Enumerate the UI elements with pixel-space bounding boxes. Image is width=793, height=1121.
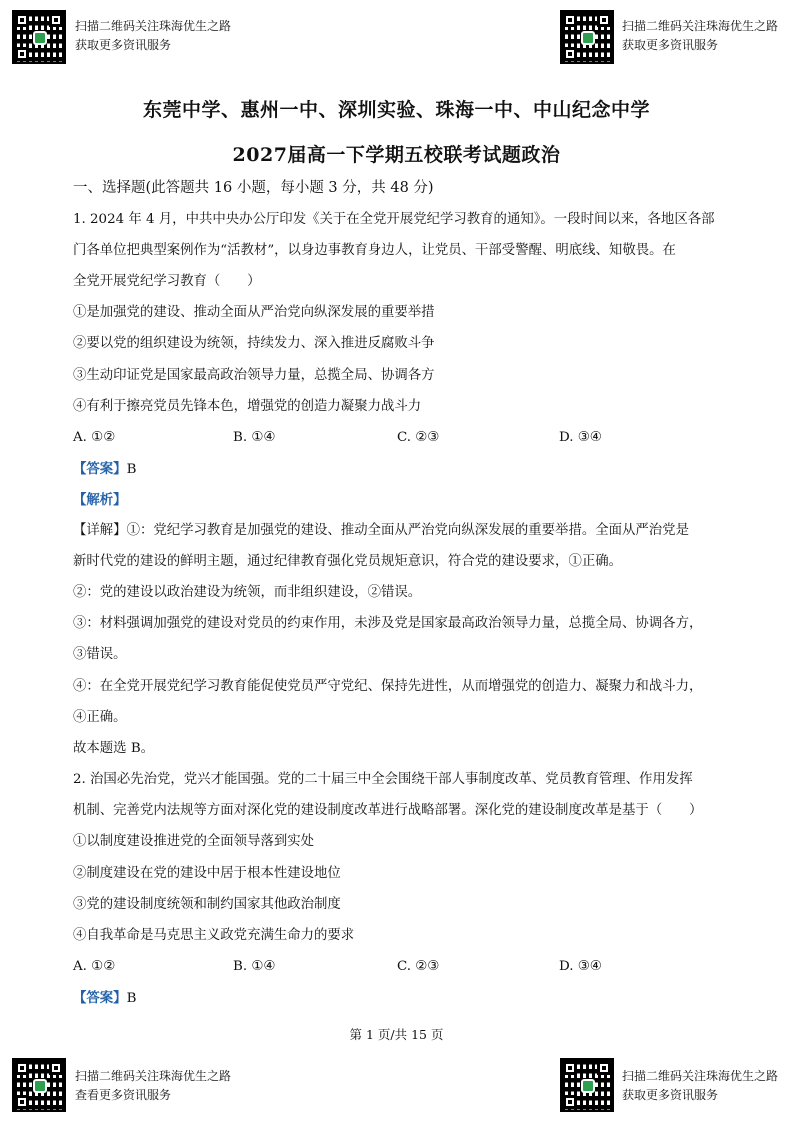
q2-answer bbox=[73, 988, 136, 1009]
qr-logo-icon bbox=[33, 1079, 47, 1093]
qr-finder-pattern bbox=[563, 47, 577, 61]
header-right-line1: 扫描二维码关注珠海优生之路 bbox=[622, 19, 779, 33]
q1-detail-line3: ②：党的建设以政治建设为统领，而非组织建设，②错误。 bbox=[73, 585, 422, 600]
footer-left-line1: 扫描二维码关注珠海优生之路 bbox=[75, 1069, 232, 1083]
qr-code-bottom-right bbox=[560, 1058, 614, 1112]
q1-option-a: A. ①② bbox=[73, 430, 116, 445]
detail-tag: 【详解】 bbox=[73, 523, 127, 538]
q1-statement-1: ①是加强党的建设、推动全面从严治党向纵深发展的重要举措 bbox=[73, 305, 435, 320]
q2-statement-4: ④自我革命是马克思主义政党充满生命力的要求 bbox=[73, 928, 355, 943]
qr-logo-icon bbox=[581, 31, 595, 45]
analysis-tag: 【解析】 bbox=[73, 492, 127, 508]
header-left-caption bbox=[75, 17, 231, 55]
q2-stem-line1: 2. 治国必先治党，党兴才能国强。党的二十届三中全会围绕干部人事制度改革、党员教育管理、作用发挥 bbox=[73, 772, 693, 787]
q1-detail-line2: 新时代党的建设的鲜明主题，通过纪律教育强化党员规矩意识，符合党的建设要求，①正确。 bbox=[73, 554, 623, 569]
q1-detail-line7: ④正确。 bbox=[73, 710, 127, 725]
q1-detail-line4: ③：材料强调加强党的建设对党员的约束作用，未涉及党是国家最高政治领导力量，总揽全局、协调各方， bbox=[73, 616, 703, 631]
q2-statement-3: ③党的建设制度统领和制约国家其他政治制度 bbox=[73, 897, 341, 912]
q1-answer bbox=[73, 459, 136, 480]
qr-finder-pattern bbox=[49, 13, 63, 27]
q2-statement-2: ②制度建设在党的建设中居于根本性建设地位 bbox=[73, 866, 341, 881]
answer-tag: 【答案】 bbox=[73, 461, 127, 477]
q1-option-c: C. ②③ bbox=[397, 430, 440, 445]
answer-tag: 【答案】 bbox=[73, 990, 127, 1006]
q1-detail-line1 bbox=[73, 521, 689, 541]
q2-option-d: D. ③④ bbox=[559, 959, 602, 974]
qr-finder-pattern bbox=[597, 1061, 611, 1075]
q1-stem-line3: 全党开展党纪学习教育（ ） bbox=[73, 274, 261, 289]
footer-left-line2: 查看更多资讯服务 bbox=[75, 1088, 172, 1102]
qr-finder-pattern bbox=[597, 13, 611, 27]
qr-finder-pattern bbox=[49, 1061, 63, 1075]
q1-option-d: D. ③④ bbox=[559, 430, 602, 445]
section-heading: 一、选择题(此答题共 16 小题，每小题 3 分，共 48 分) bbox=[73, 180, 434, 196]
q1-analysis bbox=[73, 490, 127, 511]
qr-finder-pattern bbox=[15, 1095, 29, 1109]
answer-value: B bbox=[126, 462, 137, 477]
header-left-line2: 获取更多资讯服务 bbox=[75, 38, 172, 52]
q2-stem-line2: 机制、完善党内法规等方面对深化党的建设制度改革进行战略部署。深化党的建设制度改革是基于（ ） bbox=[73, 803, 703, 818]
qr-code-bottom-left bbox=[12, 1058, 66, 1112]
footer-right-line1: 扫描二维码关注珠海优生之路 bbox=[622, 1069, 779, 1083]
qr-finder-pattern bbox=[563, 13, 577, 27]
qr-logo-icon bbox=[581, 1079, 595, 1093]
header-right-caption bbox=[622, 17, 778, 55]
detail-text: ①：党纪学习教育是加强党的建设、推动全面从严治党向纵深发展的重要举措。全面从严治党是 bbox=[126, 523, 689, 538]
q1-statement-2: ②要以党的组织建设为统领，持续发力、深入推进反腐败斗争 bbox=[73, 336, 435, 351]
q1-option-b: B. ①④ bbox=[233, 430, 276, 445]
header-right-line2: 获取更多资讯服务 bbox=[622, 38, 719, 52]
q1-statement-3: ③生动印证党是国家最高政治领导力量，总揽全局、协调各方 bbox=[73, 368, 435, 383]
exam-title-line1: 东莞中学、惠州一中、深圳实验、珠海一中、中山纪念中学 bbox=[142, 99, 650, 121]
qr-code-top-left bbox=[12, 10, 66, 64]
q1-conclusion: 故本题选 B。 bbox=[73, 741, 155, 756]
footer-right-line2: 获取更多资讯服务 bbox=[622, 1088, 719, 1102]
q1-detail-line5: ③错误。 bbox=[73, 647, 127, 662]
qr-finder-pattern bbox=[15, 47, 29, 61]
q2-option-a: A. ①② bbox=[73, 959, 116, 974]
q1-stem-line2: 门各单位把典型案例作为“活教材”，以身边事教育身边人，让党员、干部受警醒、明底线、知敬畏。在 bbox=[73, 243, 676, 258]
qr-finder-pattern bbox=[15, 1061, 29, 1075]
exam-title-line2: 2027届高一下学期五校联考试题政治 bbox=[232, 144, 561, 166]
qr-finder-pattern bbox=[563, 1095, 577, 1109]
header-left-line1: 扫描二维码关注珠海优生之路 bbox=[75, 19, 232, 33]
q1-detail-line6: ④：在全党开展党纪学习教育能促使党员严守党纪、保持先进性，从而增强党的创造力、凝聚力和战斗力， bbox=[73, 679, 703, 694]
footer-left-caption bbox=[75, 1067, 231, 1105]
answer-value: B bbox=[126, 991, 137, 1006]
qr-finder-pattern bbox=[563, 1061, 577, 1075]
qr-finder-pattern bbox=[15, 13, 29, 27]
q1-stem-line1: 1. 2024 年 4 月，中共中央办公厅印发《关于在全党开展党纪学习教育的通知》。一段时间以来，各地区各部 bbox=[73, 212, 715, 227]
q1-statement-4: ④有利于擦亮党员先锋本色，增强党的创造力凝聚力战斗力 bbox=[73, 399, 422, 414]
q2-option-c: C. ②③ bbox=[397, 959, 440, 974]
qr-logo-icon bbox=[33, 31, 47, 45]
page-number: 第 1 页/共 15 页 bbox=[349, 1027, 444, 1042]
q2-statement-1: ①以制度建设推进党的全面领导落到实处 bbox=[73, 834, 315, 849]
footer-right-caption bbox=[622, 1067, 778, 1105]
q2-option-b: B. ①④ bbox=[233, 959, 276, 974]
qr-code-top-right bbox=[560, 10, 614, 64]
